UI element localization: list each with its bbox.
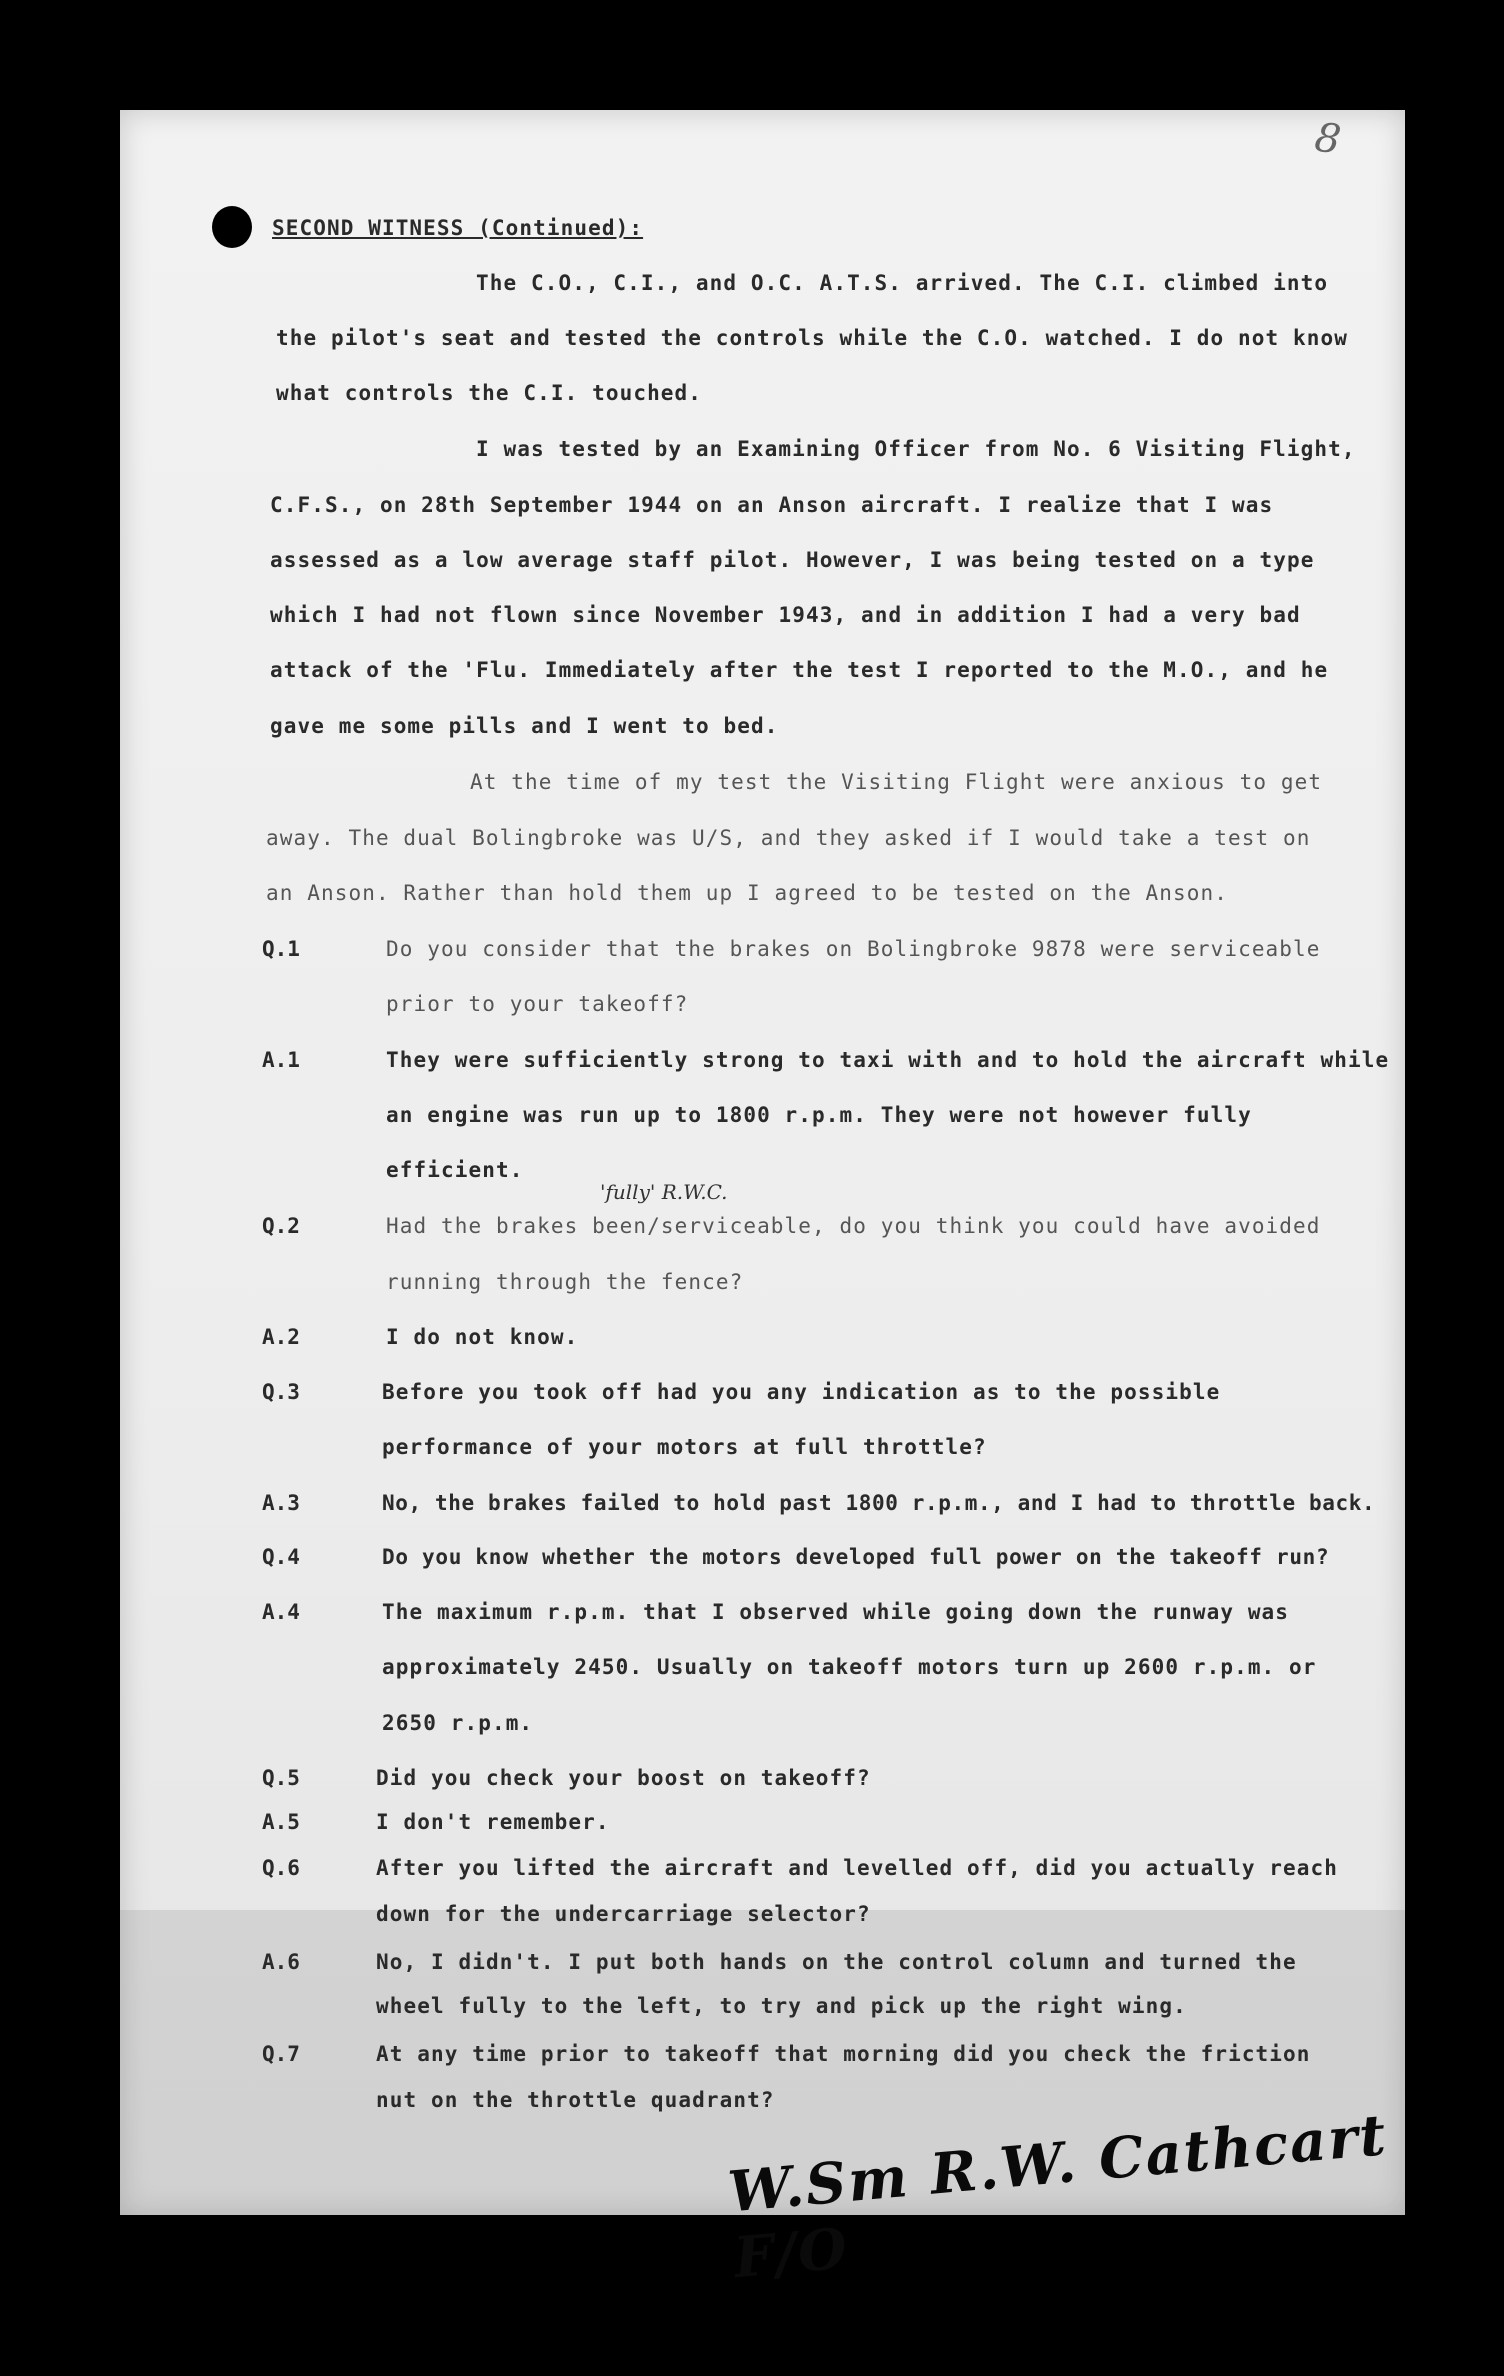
qa-line: The maximum r.p.m. that I observed while going down the runway was (382, 1600, 1290, 1624)
paragraph-line: At the time of my test the Visiting Flight were anxious to get (470, 770, 1323, 794)
paragraph-line: what controls the C.I. touched. (276, 381, 703, 405)
paragraph-line: the pilot's seat and tested the controls while the C.O. watched. I do not know (276, 326, 1348, 350)
qa-label: A.6 (262, 1950, 300, 1974)
qa-line: Had the brakes been/serviceable, do you think you could have avoided (386, 1214, 1321, 1238)
qa-line: an engine was run up to 1800 r.p.m. They were not however fully (386, 1103, 1252, 1127)
qa-line: running through the fence? (386, 1270, 744, 1294)
qa-line: After you lifted the aircraft and levelled off, did you actually reach (376, 1856, 1339, 1880)
qa-line: performance of your motors at full throttle? (382, 1435, 987, 1459)
qa-line: Do you know whether the motors developed full power on the takeoff run? (382, 1545, 1330, 1569)
qa-label: Q.4 (262, 1545, 300, 1569)
qa-line: Did you check your boost on takeoff? (376, 1766, 871, 1790)
qa-line: Before you took off had you any indication as to the possible (382, 1380, 1221, 1404)
qa-line: efficient. (386, 1158, 524, 1182)
signature: W.Sm R.W. Cathcart F/O (725, 2102, 1391, 2292)
qa-line: Do you consider that the brakes on Bolingbroke 9878 were serviceable (386, 937, 1321, 961)
qa-label: Q.3 (262, 1380, 300, 1404)
section-heading: SECOND WITNESS (Continued): (272, 216, 644, 240)
paragraph-line: away. The dual Bolingbroke was U/S, and they asked if I would take a test on (266, 826, 1311, 850)
paragraph-line: which I had not flown since November 1943, and in addition I had a very bad (270, 603, 1301, 627)
qa-line: 2650 r.p.m. (382, 1711, 534, 1735)
qa-label: Q.7 (262, 2042, 300, 2066)
paragraph-line: gave me some pills and I went to bed. (270, 714, 779, 738)
qa-line: approximately 2450. Usually on takeoff motors turn up 2600 r.p.m. or (382, 1655, 1317, 1679)
qa-line: At any time prior to takeoff that morning did you check the friction (376, 2042, 1311, 2066)
qa-line: They were sufficiently strong to taxi with and to hold the aircraft while (386, 1048, 1390, 1072)
qa-label: Q.5 (262, 1766, 300, 1790)
qa-line: prior to your takeoff? (386, 992, 689, 1016)
qa-line: I don't remember. (376, 1810, 610, 1834)
paragraph-line: attack of the 'Flu. Immediately after the test I reported to the M.O., and he (270, 658, 1329, 682)
punch-hole (212, 206, 252, 248)
handwritten-insertion: 'fully' R.W.C. (600, 1180, 728, 1204)
qa-line: down for the undercarriage selector? (376, 1902, 871, 1926)
qa-line: I do not know. (386, 1325, 579, 1349)
qa-line: nut on the throttle quadrant? (376, 2088, 775, 2112)
qa-line: wheel fully to the left, to try and pick up the right wing. (376, 1994, 1187, 2018)
qa-label: A.2 (262, 1325, 300, 1349)
paragraph-line: C.F.S., on 28th September 1944 on an Anson aircraft. I realize that I was (270, 493, 1274, 517)
paragraph-line: The C.O., C.I., and O.C. A.T.S. arrived. The C.I. climbed into (476, 271, 1329, 295)
qa-label: Q.1 (262, 937, 300, 961)
qa-label: A.4 (262, 1600, 300, 1624)
paragraph-line: an Anson. Rather than hold them up I agreed to be tested on the Anson. (266, 881, 1229, 905)
qa-label: Q.2 (262, 1214, 300, 1238)
qa-line: No, the brakes failed to hold past 1800 r.p.m., and I had to throttle back. (382, 1491, 1376, 1515)
paragraph-line: assessed as a low average staff pilot. However, I was being tested on a type (270, 548, 1315, 572)
document-page (120, 110, 1405, 2292)
qa-label: A.5 (262, 1810, 300, 1834)
qa-line: No, I didn't. I put both hands on the control column and turned the (376, 1950, 1297, 1974)
qa-label: A.3 (262, 1491, 300, 1515)
qa-label: A.1 (262, 1048, 300, 1072)
page-number: 8 (1311, 114, 1344, 164)
paragraph-line: I was tested by an Examining Officer from No. 6 Visiting Flight, (476, 437, 1356, 461)
qa-label: Q.6 (262, 1856, 300, 1880)
